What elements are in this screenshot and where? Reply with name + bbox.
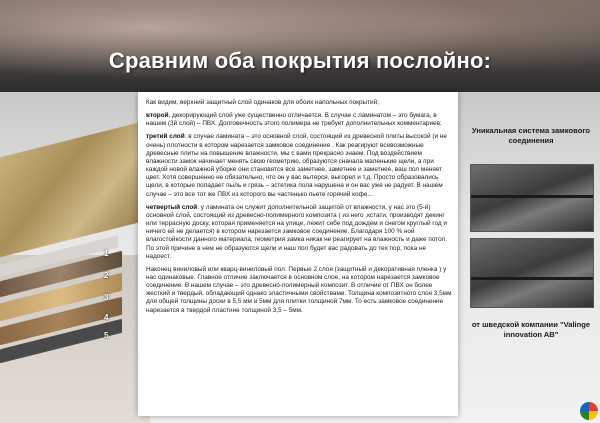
lock-joint-line xyxy=(471,195,593,198)
layer-number-2: 2 xyxy=(104,271,109,280)
lock-joint-line xyxy=(471,277,593,280)
p2-text: , декорирующий слой уже существенно отличается. В случае с ламинатом – это бумага, в нашем (3й слой) – ПВХ. Долговечность этого полимера не требует дополнительных комментариев; xyxy=(146,112,442,128)
p3-text: : в случае ламината – это основной слой, состоящий из древесной плиты высокой (и не очень) плотности в котором нарезается замковое соединение . Как реагируют всевозможные древесные плиты на повышение влажности, мы с вами прекрасно знаем. Под воздействием влажности замок начинает менять свою геометрию, образуются сначала маленькие щели, а при каждой новой влажной уборке они становятся все заметнее, заметнее и заметнее, ваш пол меняет цвет. Хотя совершенно не обязательно, что он у вас вытерся, выгорел и т.д. Просто образовались щели, в которые попадает пыль и грязь – эстетика пола нарушена и он вас уже не радует. В нашем случае – это все тот же ПВХ из которого вы частенько пьете горячий кофе... xyxy=(146,133,447,198)
lock-photo-top xyxy=(470,164,594,232)
header-banner xyxy=(0,0,600,92)
layer-number-5: 5 xyxy=(104,331,109,340)
p5-text: Наконец виниловый или кварц-виниловый пол. Первые 2 слоя (защитный и декоративная пленка ) у нас одинаковые. Главное отличие заключается в основном слое, на котором нарезается замковое соединение. В нашем случае – это древесно-полимерный композит. В отличие от ПВХ он более жесткий и твердый, обладающий однако эластичными свойствами. Толщина композитного слоя 3,5мм для общей толщины доски в 5,5 мм и 5мм для плитки толщиной 7мм. То есть замковое соединение нарезается в твердой пластине толщиной 3,5 – 5мм. xyxy=(146,265,452,314)
p4-lead: четвертый слой xyxy=(146,203,198,211)
layer-number-3: 3 xyxy=(104,293,109,302)
p3-lead: третий слой xyxy=(146,133,185,141)
p4-text: : у ламината он служит дополнительной защитой от влажности, у нас это (5-й) основной слой, состоящий из древесно-полимерного композита ( из него ,кстати, производят декинг или террасную доску, которая применяется на улице, лежит себе под дождем и снегом круглый год и ничего ей не делается) в котором нарезается замковое соединение. Благодаря 100 % ной влагостойкости данного материала, геометрия замка никак не реагирует на влажность и даже потоп. По этой причине в нем не образуются щели и наш пол будет вас радовать до тех пор, пока не надоест. xyxy=(146,203,447,260)
paragraph-fourth-layer xyxy=(146,204,452,261)
paragraph-third-layer xyxy=(146,133,452,198)
lock-photo-bottom xyxy=(470,238,594,308)
caption-lock-system: Уникальная система замкового соединения xyxy=(471,126,591,145)
brand-logo xyxy=(580,402,598,420)
paragraph-second-layer xyxy=(146,112,452,128)
article-text xyxy=(146,99,452,415)
page-title: Сравним оба покрытия послойно: xyxy=(108,48,492,73)
layer-number-4: 4 xyxy=(104,313,109,322)
intro-text: Как видим, верхний защитный слой одинаков для обоих напольных покрытий; xyxy=(146,99,379,106)
p2-lead: второй xyxy=(146,112,169,120)
paragraph-conclusion xyxy=(146,266,452,315)
paragraph-intro xyxy=(146,99,452,107)
layer-number-1: 1 xyxy=(104,249,109,258)
caption-company: от шведской компании "Valinge innovation AB" xyxy=(471,320,591,339)
